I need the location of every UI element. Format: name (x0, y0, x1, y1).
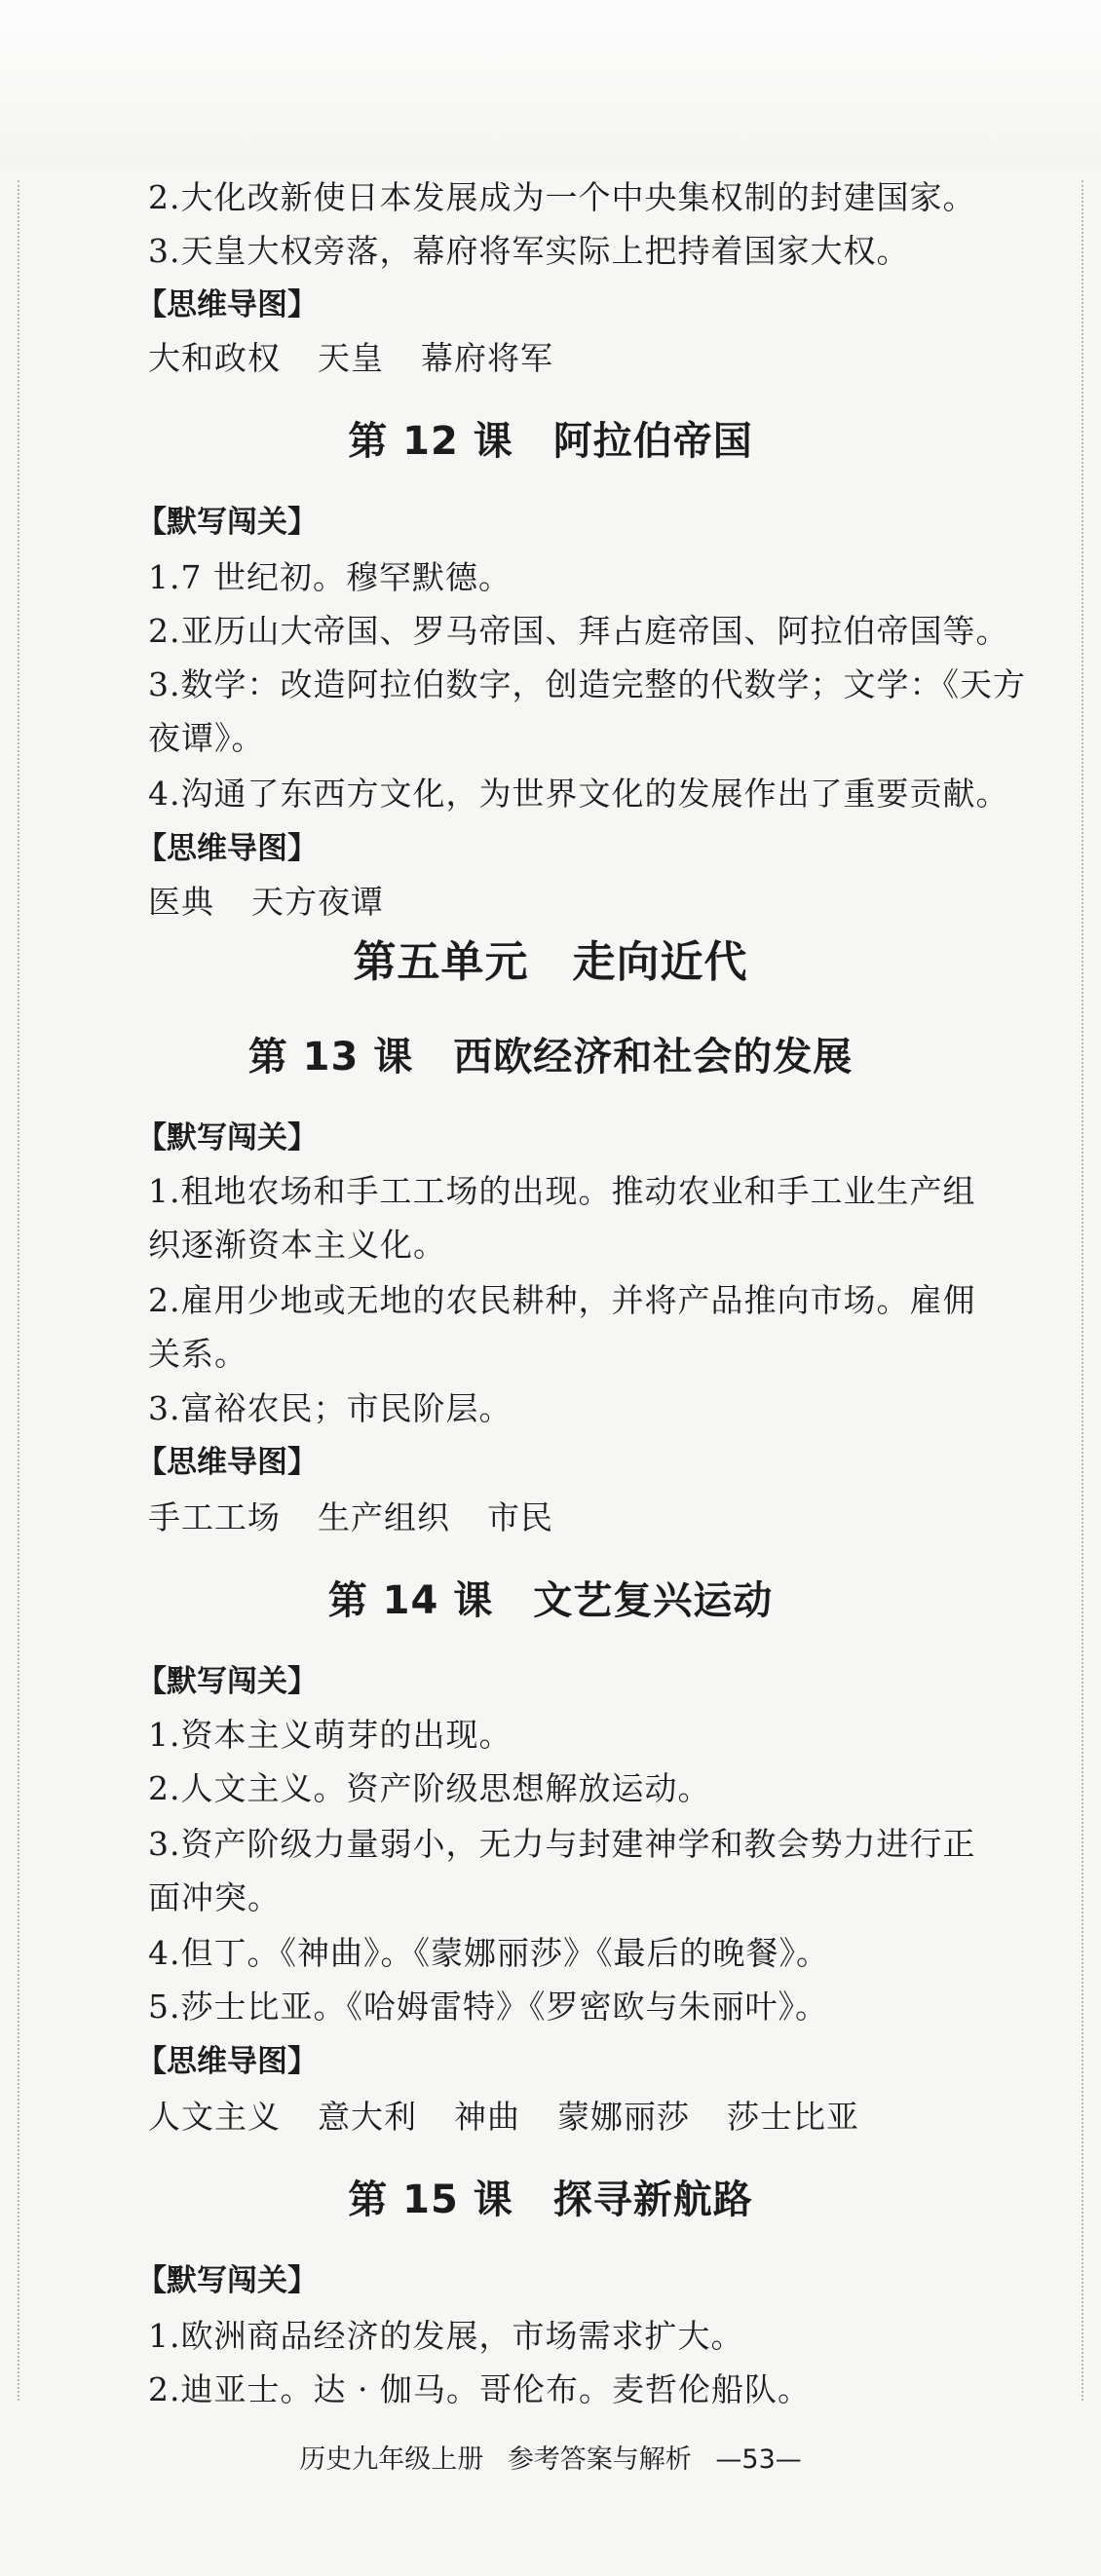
footer-book-title: 历史九年级上册 (299, 2444, 484, 2475)
text-line: 2.迪亚士。达 · 伽马。哥伦布。麦哲伦船队。 (148, 2370, 811, 2408)
page-top-margin (0, 0, 1101, 166)
mindmap-tag: 【思维导图】 (136, 2044, 318, 2079)
text-line: 2.人文主义。资产阶级思想解放运动。 (148, 1769, 711, 1807)
lesson-13-title: 第 13 课 西欧经济和社会的发展 (247, 1035, 854, 1080)
mindmap-tag: 【思维导图】 (136, 831, 318, 866)
keyword: 神曲 (454, 2098, 520, 2136)
keyword: 人文主义 (148, 2098, 281, 2136)
keyword: 意大利 (318, 2098, 417, 2136)
text-line: 5.莎士比亚。《哈姆雷特》《罗密欧与朱丽叶》。 (148, 1988, 828, 2026)
mindmap-keywords (148, 336, 590, 381)
dotted-margin-left (18, 180, 19, 2401)
keyword: 生产组织 (318, 1498, 450, 1536)
dictation-tag: 【默写闯关】 (136, 505, 318, 540)
text-line: 3.天皇大权旁落，幕府将军实际上把持着国家大权。 (148, 232, 910, 270)
text-line: 2.亚历山大帝国、罗马帝国、拜占庭帝国、阿拉伯帝国等。 (148, 612, 1009, 650)
mindmap-tag: 【思维导图】 (136, 1445, 318, 1480)
keyword: 天皇 (318, 339, 384, 377)
unit-5-title: 第五单元 走向近代 (353, 937, 748, 987)
mindmap-keywords (148, 2095, 896, 2140)
mindmap-keywords (148, 880, 421, 925)
text-line: 1.欧洲商品经济的发展，市场需求扩大。 (148, 2317, 744, 2355)
text-line: 4.但丁。《神曲》。《蒙娜丽莎》《最后的晚餐》。 (148, 1934, 829, 1972)
dictation-tag: 【默写闯关】 (136, 1664, 318, 1699)
text-line: 面冲突。 (148, 1878, 281, 1916)
text-line: 关系。 (148, 1335, 247, 1373)
text-line: 4.沟通了东西方文化，为世界文化的发展作出了重要贡献。 (148, 775, 1009, 813)
lesson-12-title: 第 12 课 阿拉伯帝国 (348, 419, 753, 464)
keyword: 大和政权 (148, 339, 281, 377)
text-line: 织逐渐资本主义化。 (148, 1226, 446, 1264)
keyword: 蒙娜丽莎 (557, 2098, 690, 2136)
keyword: 莎士比亚 (727, 2098, 859, 2136)
text-line: 2.雇用少地或无地的农民耕种，并将产品推向市场。雇佣 (148, 1281, 976, 1319)
page-number: —53— (715, 2444, 802, 2475)
keyword: 天方夜谭 (251, 883, 384, 921)
keyword: 手工工场 (148, 1498, 281, 1536)
keyword: 医典 (148, 883, 214, 921)
dotted-margin-right (1082, 180, 1083, 2401)
text-line: 1.7 世纪初。穆罕默德。 (148, 558, 512, 596)
lesson-14-title: 第 14 课 文艺复兴运动 (327, 1578, 774, 1623)
dictation-tag: 【默写闯关】 (136, 2263, 318, 2298)
text-line: 3.资产阶级力量弱小，无力与封建神学和教会势力进行正 (148, 1825, 976, 1863)
footer-section: 参考答案与解析 (507, 2444, 692, 2475)
mindmap-keywords (148, 1496, 590, 1540)
mindmap-tag: 【思维导图】 (136, 287, 318, 322)
text-line: 1.租地农场和手工工场的出现。推动农业和手工业生产组 (148, 1172, 976, 1210)
lesson-15-title: 第 15 课 探寻新航路 (348, 2178, 753, 2222)
keyword: 市民 (487, 1498, 553, 1536)
text-line: 3.富裕农民；市民阶层。 (148, 1389, 513, 1427)
text-line: 3.数学：改造阿拉伯数字，创造完整的代数学；文学：《天方 (148, 665, 1026, 703)
text-line: 1.资本主义萌芽的出现。 (148, 1716, 513, 1754)
dictation-tag: 【默写闯关】 (136, 1120, 318, 1155)
page-footer (0, 2441, 1101, 2480)
text-line: 夜谭》。 (148, 719, 265, 757)
keyword: 幕府将军 (421, 339, 553, 377)
text-line: 2.大化改新使日本发展成为一个中央集权制的封建国家。 (148, 178, 976, 216)
